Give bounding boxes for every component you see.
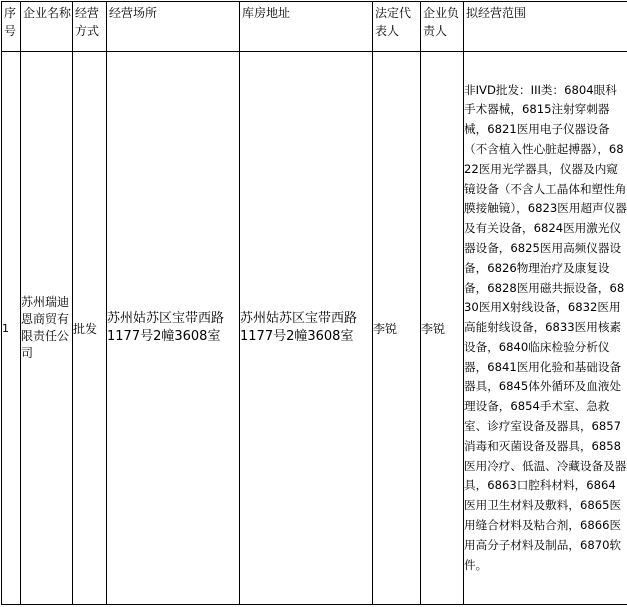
header-index: 序号 — [2, 2, 21, 52]
cell-company-name: 苏州瑞迪恩商贸有限责任公司 — [21, 52, 73, 605]
header-proposed-scope: 拟经营范围 — [464, 2, 627, 52]
header-business-site: 经营场所 — [107, 2, 240, 52]
header-row — [2, 2, 627, 52]
proposed-scope-text: 非IVD批发：III类：6804眼科手术器械，6815注射穿刺器械，6821医用电子仪器设备（不含植入性心脏起搏器），6822医用光学器具，仪器及内窥镜设备（不含人工晶体和塑性角膜接触镜），6823医用超声仪器及有关设备，6824医用激光仪器设备，6825医用高频仪器设备，6826物理治疗及康复设备，6828医用磁共振设备，6830医用X射线设备，6832医用高能射线设备，6833医用核素设备，6840临床检验分析仪器，6841医用化验和基础设备器具，6845体外循环及血液处理设备，6854手术室、急救室、诊疗室设备及器具，6857消毒和灭菌设备及器具，6858医用冷疗、低温、冷藏设备及器具，6863口腔科材料，6864医用卫生材料及敷料，6865医用缝合材料及粘合剂，6866医用高分子材料及制品，6870软件。 — [464, 81, 627, 576]
license-table — [1, 1, 627, 605]
cell-proposed-scope — [464, 52, 627, 605]
cell-index: 1 — [2, 52, 21, 605]
cell-business-mode: 批发 — [73, 52, 107, 605]
cell-business-site: 苏州姑苏区宝带西路1177号2幢3608室 — [107, 52, 240, 605]
header-business-mode: 经营方式 — [73, 2, 107, 52]
header-person-in-charge: 企业负责人 — [421, 2, 464, 52]
cell-person-in-charge: 李锐 — [421, 52, 464, 605]
header-legal-representative: 法定代表人 — [373, 2, 421, 52]
cell-warehouse-address: 苏州姑苏区宝带西路1177号2幢3608室 — [240, 52, 373, 605]
cell-legal-representative: 李锐 — [373, 52, 421, 605]
table-row — [2, 52, 627, 605]
header-company-name: 企业名称 — [21, 2, 73, 52]
header-warehouse-address: 库房地址 — [240, 2, 373, 52]
